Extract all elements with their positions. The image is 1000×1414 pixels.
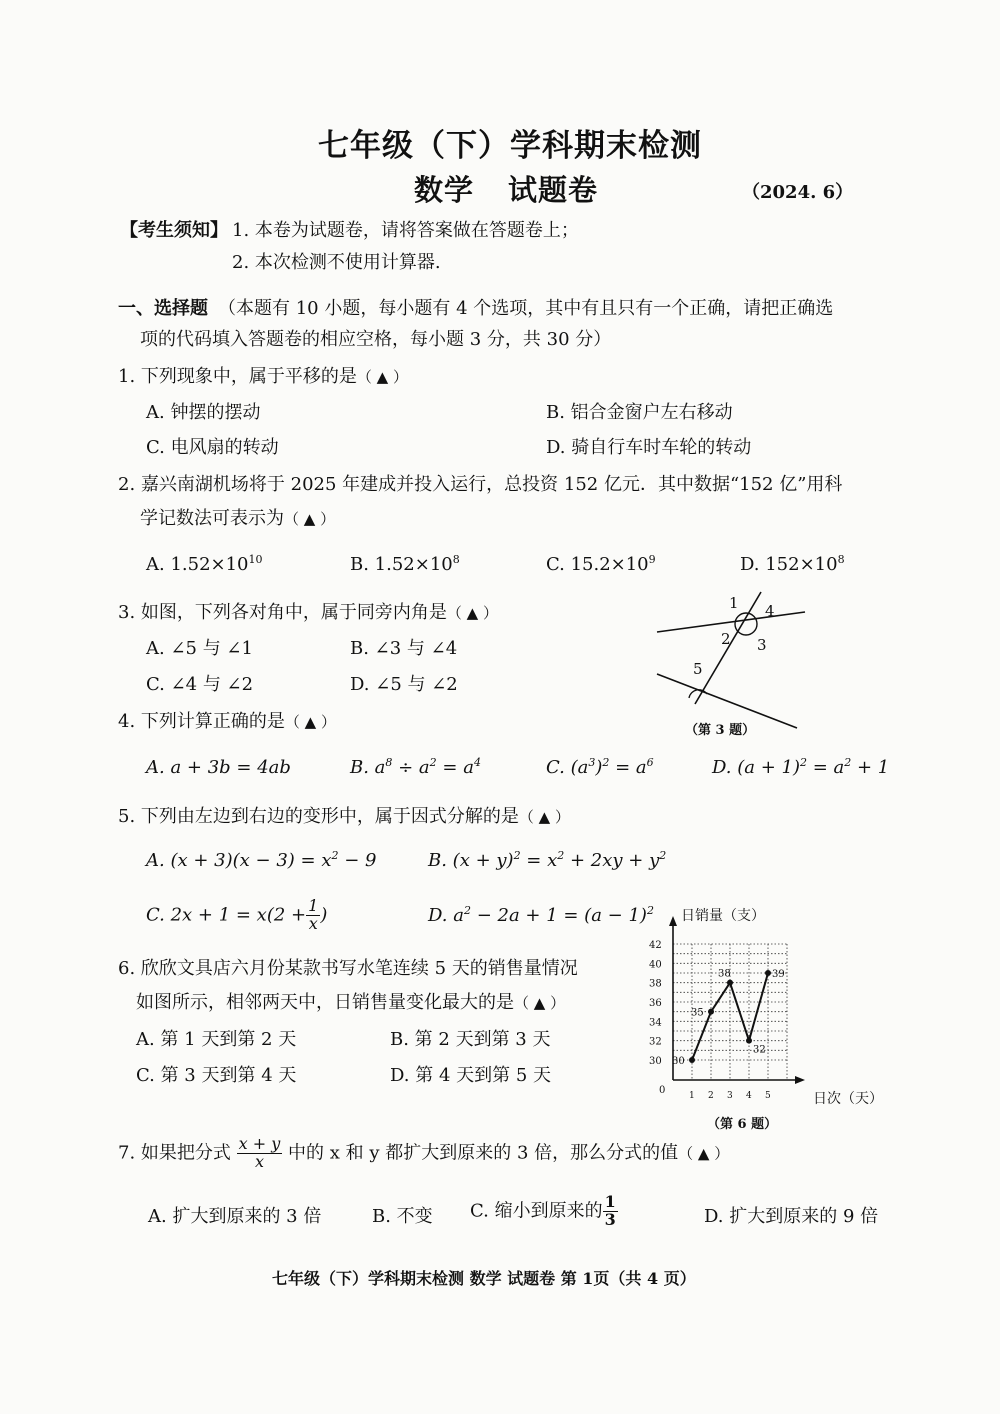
q2-option-d[interactable]: D. $152\times 10^8$	[740, 553, 845, 575]
q6-option-a[interactable]: A. 第 1 天到第 2 天	[136, 1029, 297, 1050]
q4-option-b[interactable]: B. $a^8 \div a^2 = a^4$	[350, 756, 481, 778]
question-1-stem: 1. 下列现象中，属于平移的是（ ▲ ）	[118, 366, 408, 387]
q1-option-b[interactable]: B. 铝合金窗户左右移动	[546, 402, 733, 423]
q5-option-b[interactable]: B. $(x + y)^2 = x^2 + 2xy + y^2$	[428, 849, 667, 871]
origin-label: 0	[659, 1085, 666, 1096]
y-tick-label: 30	[649, 1056, 662, 1067]
q6-sales-chart	[645, 900, 890, 1140]
q3-label-2: 2	[721, 630, 731, 648]
answer-mark: （ ▲ ）	[284, 713, 336, 731]
section-heading: 一、选择题	[118, 298, 208, 319]
x-tick-label: 1	[689, 1091, 695, 1101]
answer-mark: （ ▲ ）	[678, 1144, 730, 1163]
q2-option-a[interactable]: A. $1.52\times 10^{10}$	[146, 553, 263, 575]
y-axis-label: 日销量（支）	[681, 908, 765, 924]
section-desc-line2: 项的代码填入答题卷的相应空格，每小题 3 分，共 30 分）	[140, 329, 612, 350]
q5-option-c[interactable]: C. 2x + 1 = x(2 + $\frac{1}{x}$ )	[146, 896, 328, 933]
exam-title: 七年级（下）学科期末检测	[318, 128, 702, 164]
q4-option-d[interactable]: D. $(a + 1)^2 = a^2 + 1$	[712, 756, 890, 778]
y-tick-label: 38	[649, 978, 662, 990]
q3-line-top	[657, 612, 805, 632]
q3-label-3: 3	[757, 636, 767, 654]
q4-option-c[interactable]: C. $(a^3)^2 = a^6$	[546, 756, 654, 778]
q7-option-a[interactable]: A. 扩大到原来的 3 倍	[148, 1206, 322, 1227]
data-label: 39	[772, 969, 785, 980]
q1-option-a[interactable]: A. 钟摆的摆动	[146, 402, 261, 423]
q3-option-c[interactable]: C. ∠4 与 ∠2	[146, 674, 254, 695]
page-footer: 七年级（下）学科期末检测 数学 试题卷 第 1页（共 4 页）	[272, 1269, 696, 1288]
q3-figure	[645, 588, 815, 744]
question-6-stem-line1: 6. 欣欣文具店六月份某款书写水笔连续 5 天的销售量情况	[118, 958, 578, 979]
question-2-stem-line1: 2. 嘉兴南湖机场将于 2025 年建成并投入运行，总投资 152 亿元．其中数据“152 亿”用科	[118, 474, 843, 495]
notice-label: 【考生须知】	[120, 220, 228, 241]
x-tick-label: 5	[765, 1091, 771, 1101]
x-tick-label: 3	[727, 1091, 733, 1101]
data-label: 32	[753, 1044, 766, 1056]
paper-type: 试题卷	[508, 173, 599, 207]
q2-option-b[interactable]: B. $1.52\times 10^8$	[350, 553, 460, 575]
q3-option-a[interactable]: A. ∠5 与 ∠1	[146, 638, 253, 659]
question-2-stem-line2: 学记数法可表示为（ ▲ ）	[140, 508, 336, 529]
data-point	[727, 980, 733, 986]
q4-option-a[interactable]: A. a + 3b = 4ab	[146, 757, 291, 778]
data-label: 35	[691, 1007, 704, 1019]
x-axis-arrow	[795, 1076, 805, 1084]
q3-caption: （第 3 题）	[685, 723, 756, 738]
q6-option-b[interactable]: B. 第 2 天到第 3 天	[390, 1029, 551, 1050]
y-tick-label: 40	[649, 959, 662, 971]
question-5-stem: 5. 下列由左边到右边的变形中，属于因式分解的是（ ▲ ）	[118, 806, 570, 827]
q3-angle-arc-bottom	[689, 690, 707, 698]
data-point	[708, 1009, 714, 1015]
data-point	[689, 1057, 695, 1063]
q3-line-bottom	[657, 674, 797, 728]
q5-option-d[interactable]: D. $a^2 - 2a + 1 = (a - 1)^2$	[428, 904, 654, 926]
x-tick-label: 2	[708, 1091, 714, 1101]
answer-mark: （ ▲ ）	[356, 368, 408, 386]
q3-option-b[interactable]: B. ∠3 与 ∠4	[350, 638, 458, 659]
q3-transversal	[695, 592, 761, 704]
question-4-stem: 4. 下列计算正确的是（ ▲ ）	[118, 711, 336, 732]
y-tick-label: 42	[649, 940, 662, 951]
answer-mark: （ ▲ ）	[518, 808, 570, 826]
q3-option-d[interactable]: D. ∠5 与 ∠2	[350, 674, 458, 695]
q1-option-c[interactable]: C. 电风扇的转动	[146, 437, 279, 458]
answer-mark: （ ▲ ）	[514, 994, 566, 1012]
q7-option-c[interactable]: C. 缩小到原来的 $\frac{1}{3}$	[470, 1192, 616, 1229]
y-tick-label: 32	[649, 1036, 662, 1048]
q2-option-c[interactable]: C. $15.2\times 10^9$	[546, 553, 656, 575]
exam-date: （2024. 6）	[742, 182, 854, 203]
q6-caption: （第 6 题）	[707, 1117, 778, 1132]
q6-option-d[interactable]: D. 第 4 天到第 5 天	[390, 1065, 552, 1086]
q1-option-d[interactable]: D. 骑自行车时车轮的转动	[546, 437, 752, 458]
data-point	[746, 1038, 752, 1044]
x-tick-label: 4	[746, 1091, 752, 1101]
x-axis-label: 日次（天）	[813, 1091, 883, 1107]
question-3-stem: 3. 如图，下列各对角中，属于同旁内角是（ ▲ ）	[118, 602, 498, 623]
y-tick-label: 36	[649, 998, 662, 1009]
y-axis-arrow	[669, 916, 677, 926]
chart-ticks	[649, 940, 771, 1101]
data-label: 30	[672, 1056, 685, 1067]
q7-option-b[interactable]: B. 不变	[372, 1206, 433, 1227]
question-6-stem-line2: 如图所示，相邻两天中，日销售量变化最大的是（ ▲ ）	[136, 992, 566, 1013]
data-point	[765, 970, 771, 976]
q6-option-c[interactable]: C. 第 3 天到第 4 天	[136, 1065, 297, 1086]
q3-label-4: 4	[765, 602, 775, 620]
y-tick-label: 34	[649, 1017, 662, 1029]
answer-mark: （ ▲ ）	[446, 604, 498, 622]
data-label: 38	[718, 968, 731, 980]
notice-item-1: 1. 本卷为试题卷，请将答案做在答题卷上；	[232, 220, 579, 241]
q7-fraction: $\frac{x + y}{x}$	[238, 1134, 281, 1171]
notice-item-2: 2. 本次检测不使用计算器.	[232, 252, 441, 273]
q5-option-a[interactable]: A. $(x + 3)(x - 3) = x^2 - 9$	[146, 849, 377, 871]
answer-mark: （ ▲ ）	[284, 510, 336, 528]
q3-label-5: 5	[693, 660, 703, 678]
q3-label-1: 1	[729, 594, 739, 612]
q7-option-d[interactable]: D. 扩大到原来的 9 倍	[704, 1206, 879, 1227]
question-7-stem: 7. 如果把分式 $\frac{x + y}{x}$ 中的 x 和 y 都扩大到原来的 3 倍，那么分式的值（ ▲ ）	[118, 1134, 730, 1171]
section-desc-line1: （本题有 10 小题，每小题有 4 个选项，其中有且只有一个正确，请把正确选	[218, 298, 834, 319]
subject-title: 数学	[414, 173, 475, 207]
